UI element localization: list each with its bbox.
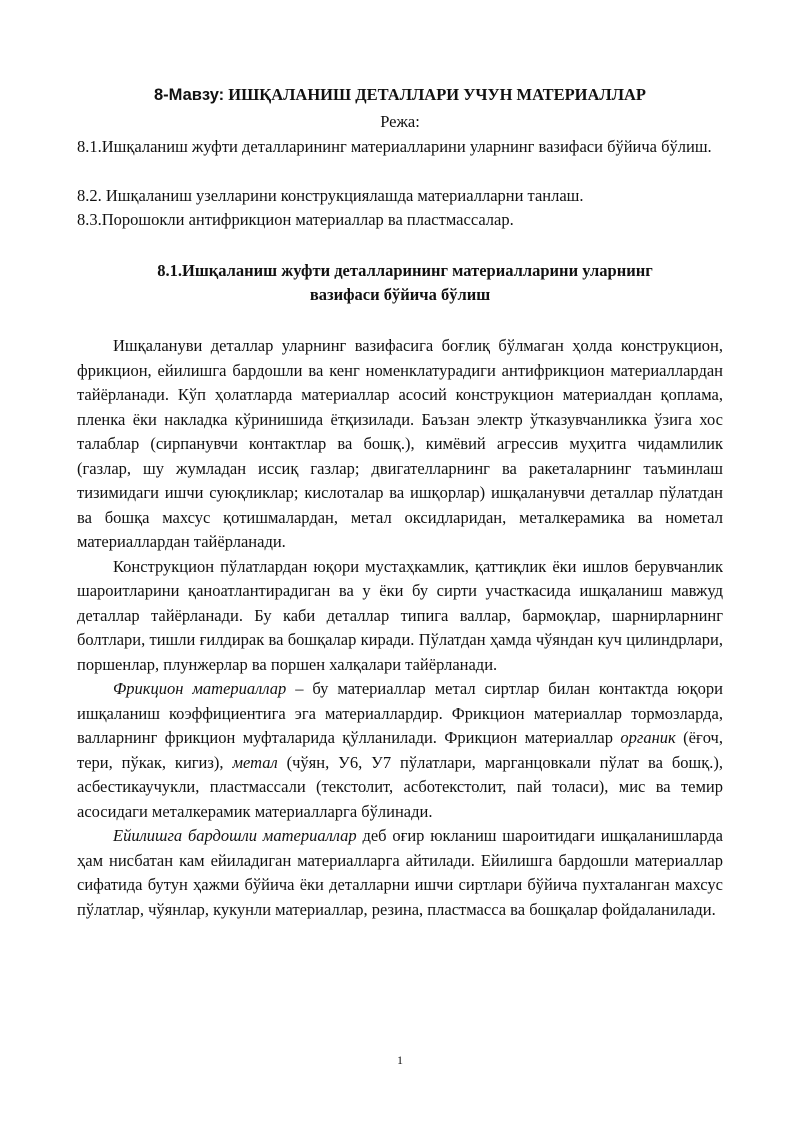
term-metal: метал <box>232 752 278 772</box>
page-number: 1 <box>397 1053 403 1067</box>
topic-title-text: ИШҚАЛАНИШ ДЕТАЛЛАРИ УЧУН МАТЕРИАЛЛАР <box>224 85 647 104</box>
paragraph-2: Конструкцион пўлатлардан юқори мустаҳкамлик, қаттиқлик ёки ишлов берувчанлик шароитларини қаноатлантирадиган ва у ёки бу сирти участкасида ишқаланиш мавжуд деталлар тайёрланади. Бу каби деталлар типига валлар, бармоқлар, шарнирларнинг болтлари, тишли ғилдирак ва бошқалар киради. Пўлатдан ҳамда чўяндан куч цилиндрлари, поршенлар, плунжерлар ва поршен халқалари тайёрланади. <box>77 556 723 674</box>
paragraph-3: Фрикцион материаллар – бу материаллар метал сиртлар билан контактда юқори ишқаланиш коэффициентига эга материаллардир. Фрикцион материаллар тормозларда, валларнинг фрикцион муфталарида қўлланилади. Фрикцион материаллар органик (ёғоч, тери, пўкак, кигиз), метал (чўян, У6, У7 пўлатлари, марганцовкали пўлат ва бошқ.), асбестикаучукли, пластмассали (текстолит, асботекстолит, пай толаси), мис ва темир асосидаги металкерамик материалларга бўлинади. <box>77 679 723 821</box>
plan-item-2: 8.2. Ишқаланиш узелларини конструкциялашда материалларни танлаш. <box>77 186 584 205</box>
topic-title-number: 8-Мавзу: <box>153 86 225 104</box>
term-friction-materials: Фрикцион материаллар <box>113 679 287 698</box>
plan-item-1: 8.1.Ишқаланиш жуфти деталларининг материалларини уларнинг вазифаси бўйича бўлиш. <box>77 137 712 156</box>
paragraph-1: Ишқалануви деталлар уларнинг вазифасига боғлиқ бўлмаган ҳолда конструкцион, фрикцион, ейилишга бардошли ва кенг номенклатурадиги антифрикцион материаллардан тайёрланади. Кўп ҳолатларда материаллар асосий конструкцион материалдан қоплама, пленка ёки накладка кўринишида ётқизилади. Баъзан электр ўтказувчанликка ўзига хос талаблар (сирпанувчи контактлар ва бошқ.), кимёвий агрессив муҳитга чидамлилик (газлар, шу жумладан иссиқ газлар; двигателларнинг ва ракеталарнинг таъминлаш тизимидаги ишчи суюқликлар; кислоталар ва ишқорлар) ишқаланувчи деталлар пўлатдан ва бошқа махсус қотишмалардан, метал оксидларидан, металкерамика ва нометал материаллардан тайёрланади. <box>77 336 723 551</box>
term-organic: органик <box>620 728 676 747</box>
plan-item-3: 8.3.Порошокли антифрикцион материаллар ва пластмассалар. <box>77 210 514 229</box>
section-heading-line-1: 8.1.Ишқаланиш жуфти деталларининг материалларини уларнинг <box>157 261 653 280</box>
section-heading-line-2: вазифаси бўйича бўлиш <box>309 285 491 304</box>
topic-title <box>77 84 723 106</box>
plan-label: Режа: <box>380 112 420 131</box>
paragraph-4: Ейилишга бардошли материаллар деб оғир юкланиш шароитидаги ишқаланишларда ҳам нисбатан кам ейиладиган материалларга айтилади. Ейилишга бардошли материаллар сифатида бутун ҳажми бўйича ёки деталларни ишчи сиртлари бўйича пухталанган махсус пўлатлар, чўянлар, кукунли материаллар, резина, пластмасса ва бошқалар фойдаланилади. <box>77 826 724 919</box>
section-heading <box>77 259 723 307</box>
body-text <box>77 334 723 922</box>
term-wear-resistant-materials: Ейилишга бардошли материаллар <box>113 826 357 845</box>
